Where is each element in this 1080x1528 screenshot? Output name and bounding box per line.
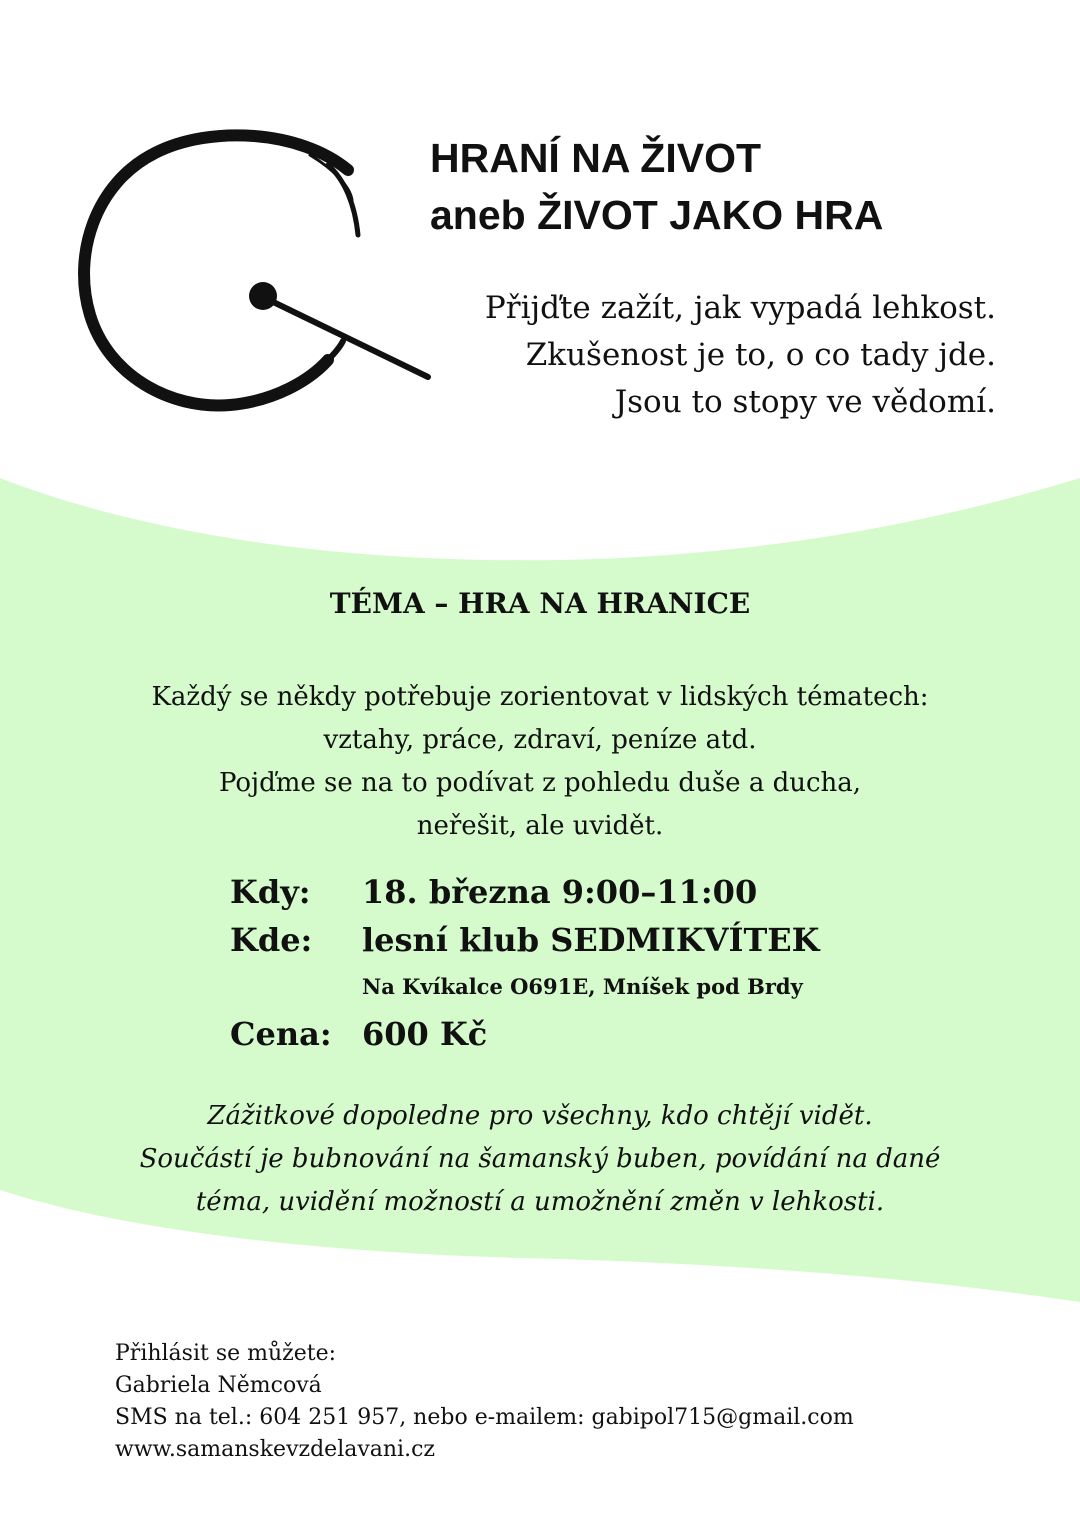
description-line-2: vztahy, práce, zdraví, peníze atd.: [323, 725, 757, 755]
contact-phone-email: SMS na tel.: 604 251 957, nebo e-mailem: gabipol715@gmail.com: [115, 1405, 854, 1430]
closing-text: [0, 1095, 1080, 1224]
when-value: 18. března 9:00–11:00: [362, 873, 758, 911]
title-line-1: HRANÍ NA ŽIVOT: [430, 135, 762, 181]
description-line-1: Každý se někdy potřebuje zorientovat v lidských tématech:: [151, 682, 929, 712]
intro-text: [485, 285, 996, 426]
drumstick-icon: [265, 298, 428, 377]
enso-circle-stroke: [84, 135, 348, 405]
intro-line-2: Zkušenost je to, o co tady jde.: [525, 337, 996, 373]
detail-row-when: [230, 868, 819, 916]
description-line-4: neřešit, ale uvidět.: [416, 811, 664, 841]
address-value: Na Kvíkalce O691E, Mníšek pod Brdy: [362, 974, 803, 999]
price-value: 600 Kč: [362, 1015, 488, 1053]
contact-name: Gabriela Němcová: [115, 1373, 322, 1398]
closing-line-1: Zážitkové dopoledne pro všechny, kdo chtějí vidět.: [207, 1101, 873, 1131]
where-value: lesní klub SEDMIKVÍTEK: [362, 921, 820, 959]
contact-line-1: Přihlásit se můžete:: [115, 1341, 337, 1366]
topic-description: [0, 676, 1080, 848]
detail-row-where: [230, 916, 819, 964]
event-details: [230, 868, 819, 1058]
drum-enso-icon: [60, 125, 445, 425]
title-line-2: aneb ŽIVOT JAKO HRA: [430, 192, 884, 238]
enso-brush-tail: [328, 341, 343, 360]
event-title: [430, 130, 883, 244]
description-line-3: Pojďme se na to podívat z pohledu duše a ducha,: [218, 768, 862, 798]
topic-heading: TÉMA – HRA NA HRANICE: [329, 587, 751, 620]
closing-line-3: téma, uvidění možností a umožnění změn v lehkosti.: [195, 1187, 885, 1217]
intro-line-1: Přijďte zažít, jak vypadá lehkost.: [484, 290, 996, 326]
when-label: Kdy:: [230, 873, 311, 911]
address-spacer: [230, 964, 362, 1010]
contact-info: [115, 1338, 854, 1466]
contact-website: www.samanskevzdelavani.cz: [115, 1437, 435, 1462]
closing-line-2: Součástí je bubnování na šamanský buben, povídání na dané: [139, 1144, 941, 1174]
detail-row-address: [230, 964, 819, 1010]
price-label: Cena:: [230, 1015, 332, 1053]
where-label: Kde:: [230, 921, 313, 959]
intro-line-3: Jsou to stopy ve vědomí.: [614, 384, 996, 420]
drumstick-head-icon: [249, 282, 277, 310]
detail-row-price: [230, 1010, 819, 1058]
